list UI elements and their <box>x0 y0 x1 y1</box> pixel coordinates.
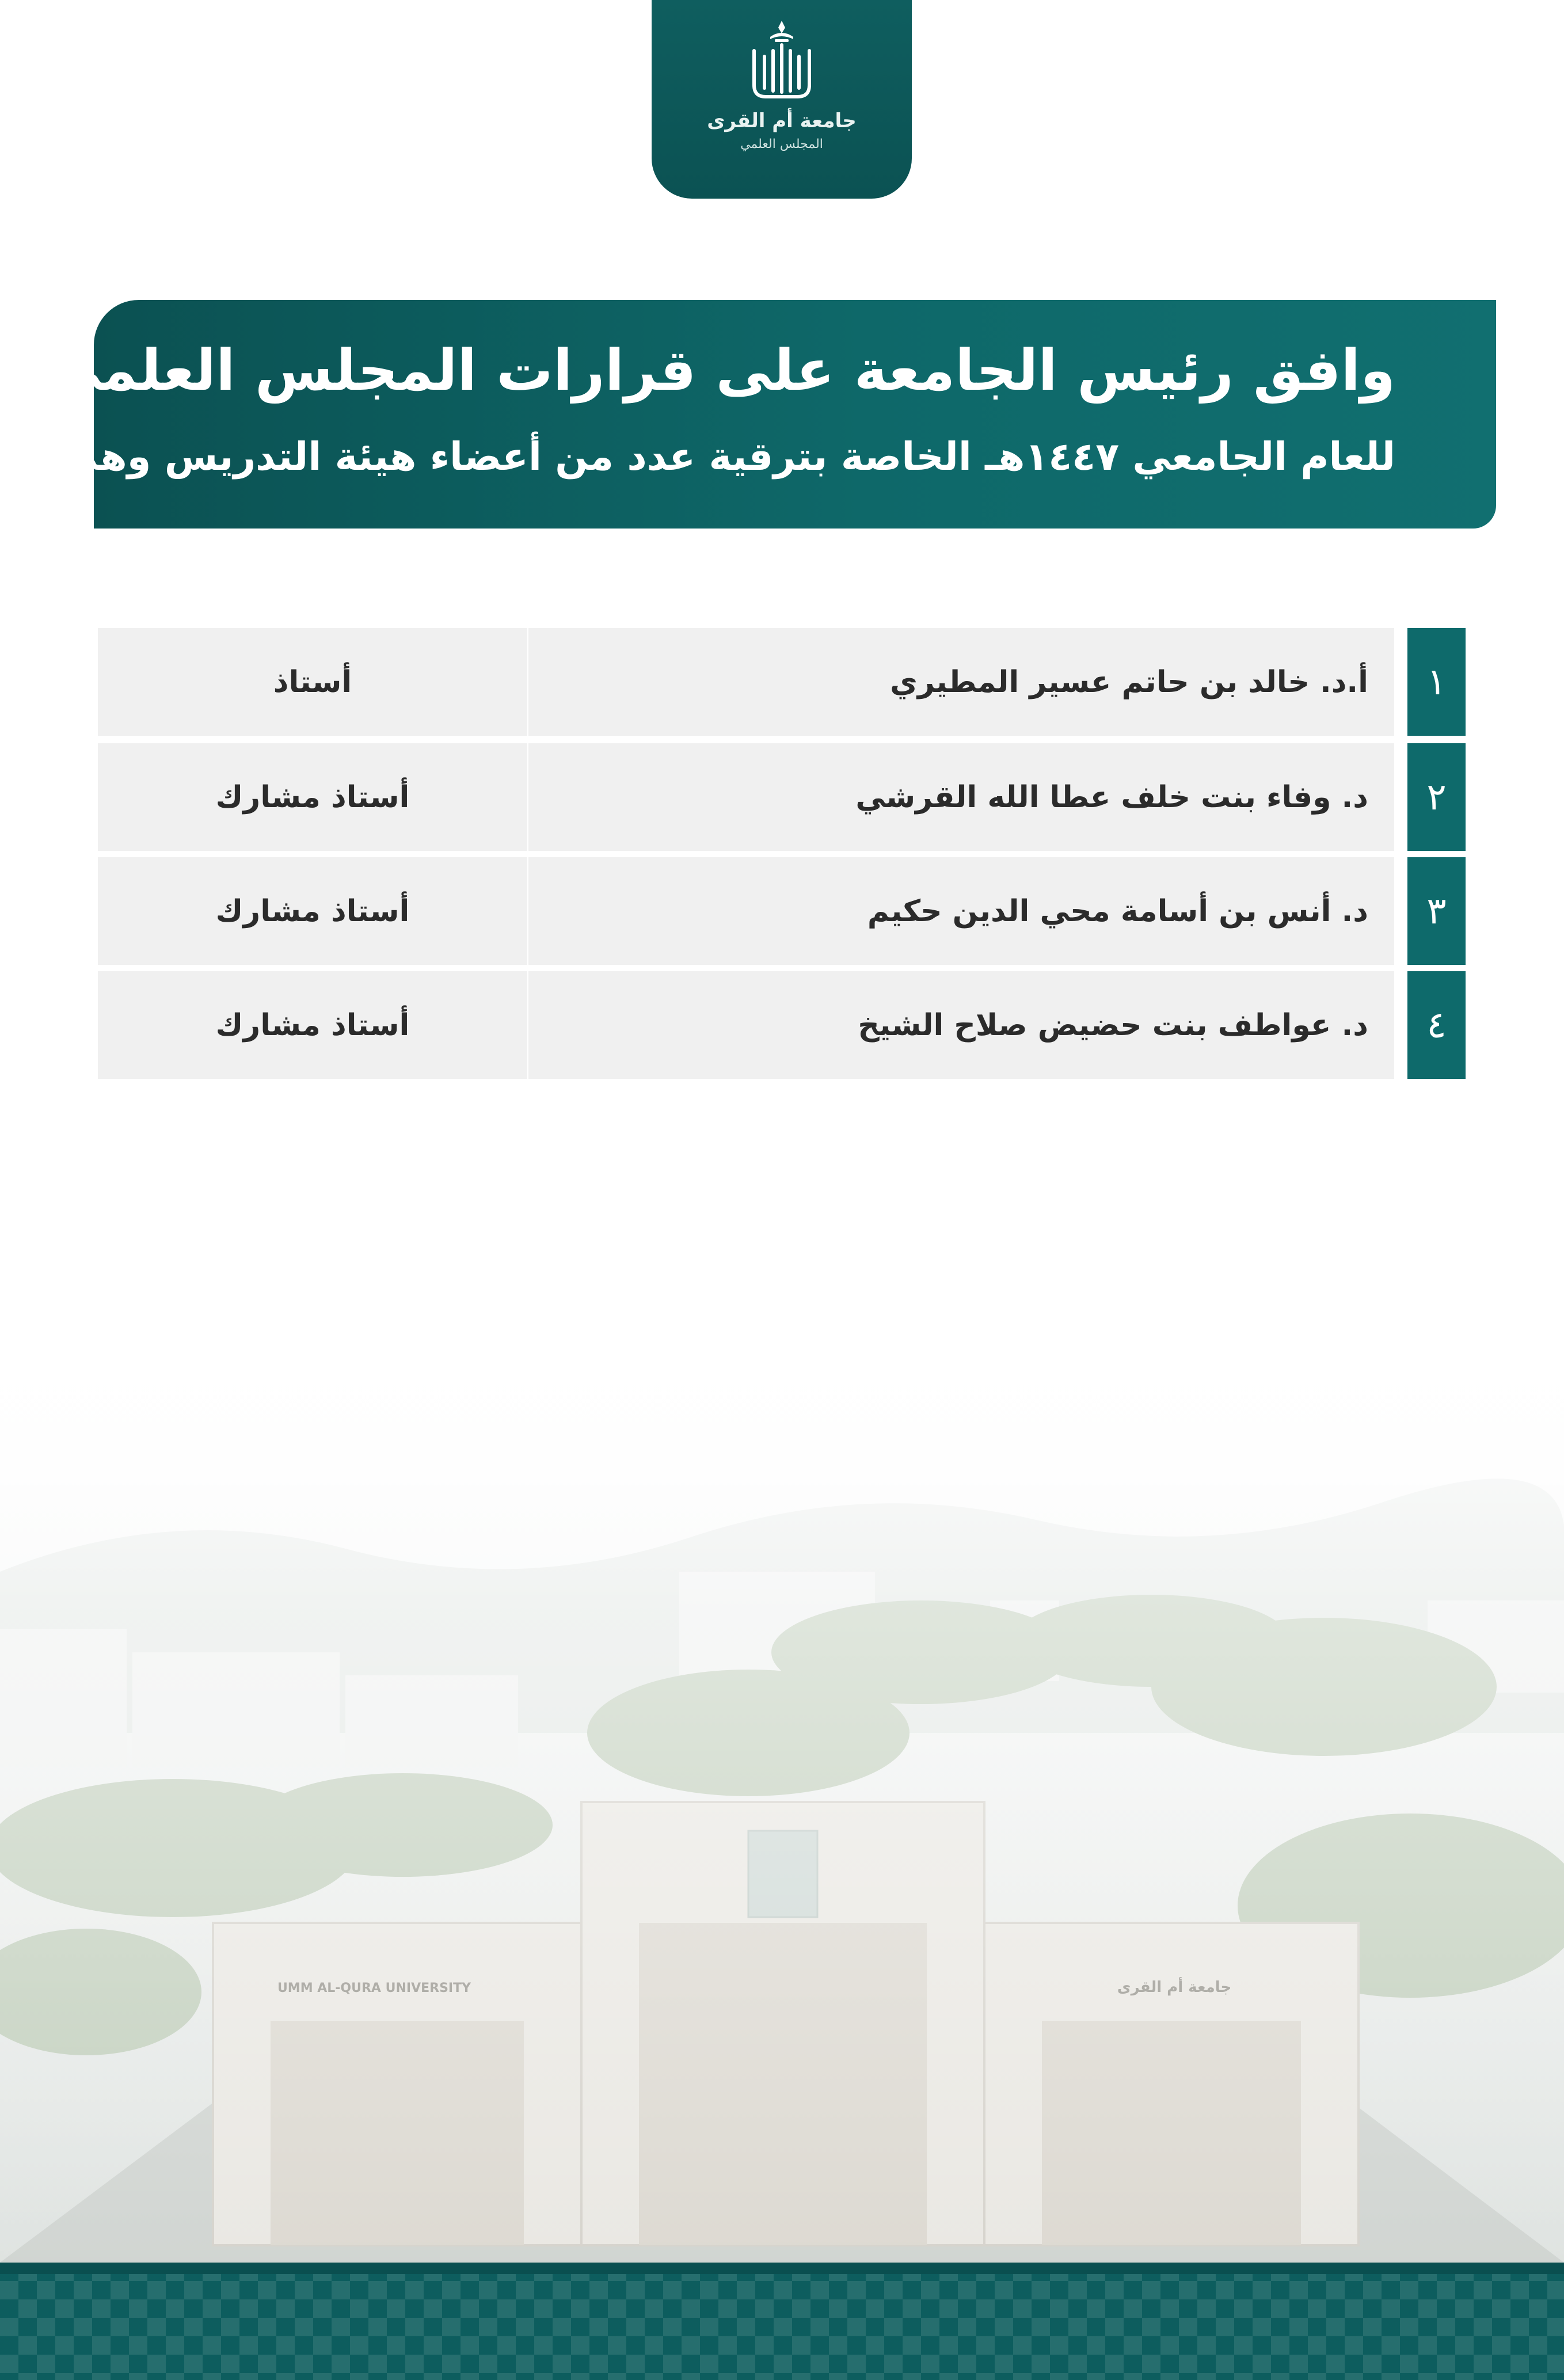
row-number: ١ <box>1407 628 1466 736</box>
row-number: ٤ <box>1407 971 1466 1079</box>
logo-university-name: جامعة أم القرى <box>707 109 857 132</box>
logo-council-name: المجلس العلمي <box>740 137 823 151</box>
academic-rank: أستاذ مشارك <box>98 743 527 851</box>
faculty-name: د. عواطف بنت حضيض صلاح الشيخ <box>528 971 1394 1079</box>
page-title: وافق رئيس الجامعة على قرارات المجلس العلمي <box>45 338 1395 404</box>
academic-rank: أستاذ مشارك <box>98 971 527 1079</box>
bottom-pattern-strip <box>0 2263 1564 2380</box>
table-row <box>98 857 1466 965</box>
row-number: ٣ <box>1407 857 1466 965</box>
academic-rank: أستاذ مشارك <box>98 857 527 965</box>
faculty-name: أ.د. خالد بن حاتم عسير المطيري <box>528 628 1394 736</box>
campus-illustration <box>0 1330 1564 2263</box>
faculty-name: د. وفاء بنت خلف عطا الله القرشي <box>528 743 1394 851</box>
faculty-name: د. أنس بن أسامة محي الدين حكيم <box>528 857 1394 965</box>
table-row <box>98 628 1466 736</box>
table-row <box>98 971 1466 1079</box>
campus-gate-photo <box>0 1330 1564 2263</box>
row-number: ٢ <box>1407 743 1466 851</box>
logo-tab <box>652 0 912 199</box>
umm-al-qura-logo-icon <box>747 16 816 105</box>
academic-rank: أستاذ <box>98 628 527 736</box>
header-banner <box>45 300 1496 529</box>
page-subtitle: للعام الجامعي ١٤٤٧هـ الخاصة بترقية عدد من أعضاء هيئة التدريس وهم: <box>54 434 1395 479</box>
table-row <box>98 743 1466 851</box>
